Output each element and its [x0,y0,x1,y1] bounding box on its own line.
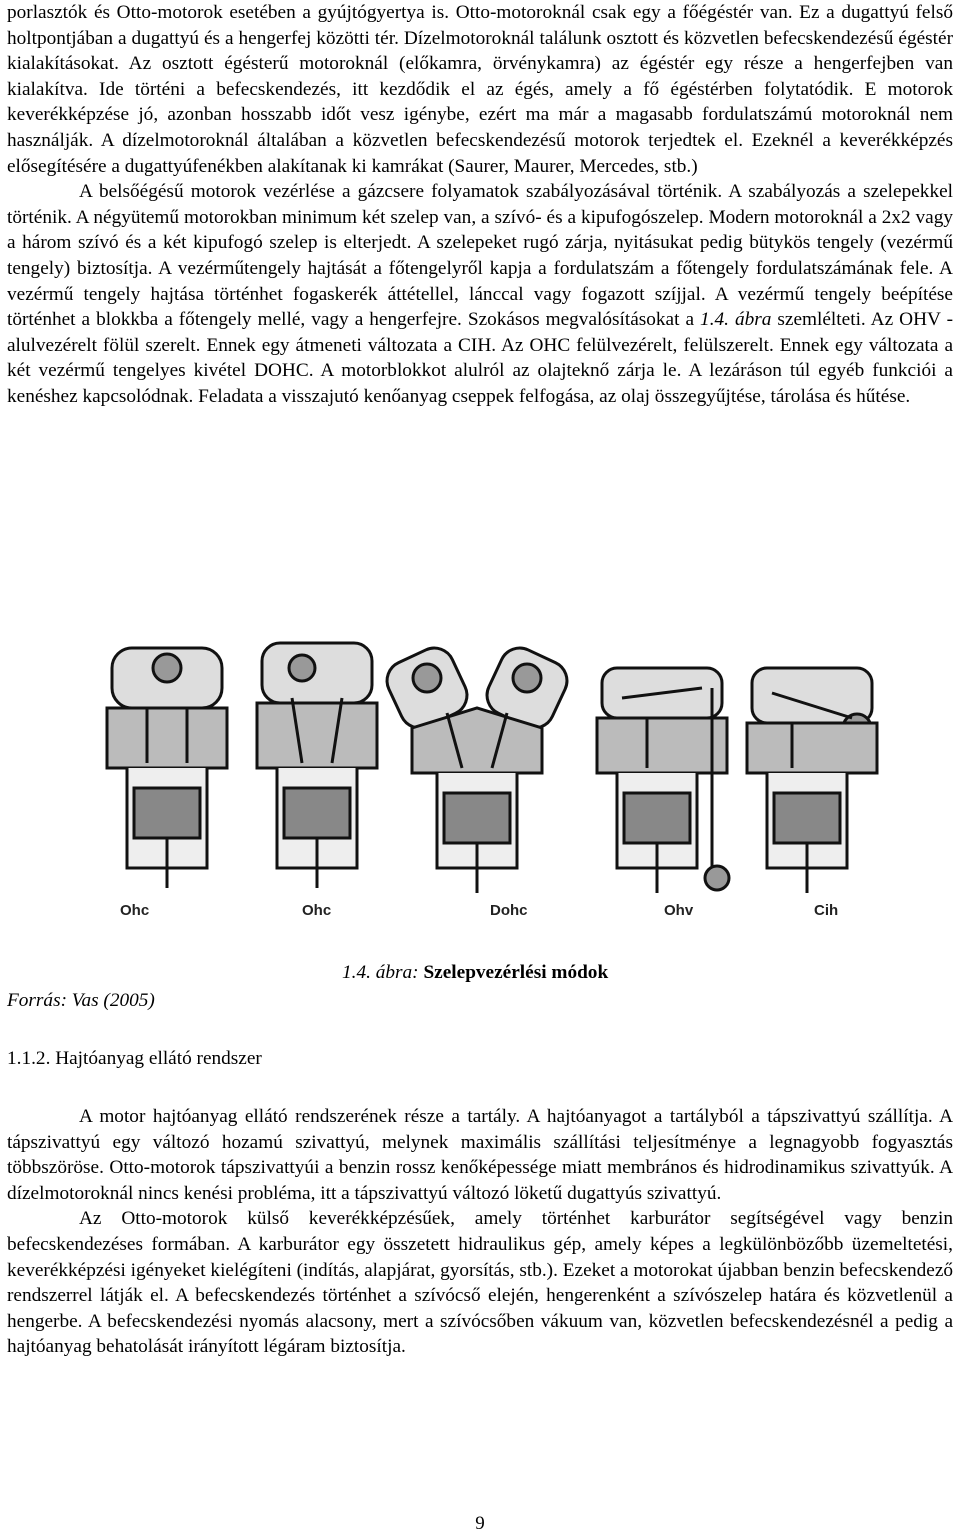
engine-cih [747,668,877,893]
paragraph-valve-control [7,179,953,409]
figure-caption [342,962,608,984]
page-number: 9 [475,1513,485,1534]
engine-label-ohv: Ohv [664,902,694,919]
figure-caption-label: ábra: [375,962,419,983]
paragraph-otto-mixture: Az Otto-motorok külső keverékképzésűek, amely történhet karburátor segítségével vagy benzin befecskendezéses formában. A karburátor egy összetett hidraulikus gép, amely képes a legkülönbözőbb üzemeltetési, keverékképzési igényeket kielégíteni (indítás, alapjárat, gyorsítás, stb.). Ezeket a motorokat újabban benzin befecskendező rendszerrel látják el. A befecskendezés történhet a szívócső elején, hengerenként a szívószelep határa és közvetlenül a hengerbe. A befecskendezési nyomás alacsony, mert a szívócsőben vákuum van, közvetlen befecskendezésnél a pedig a hajtóanyag behatolását irányított légáram biztosítja. [7,1208,954,1358]
paragraph-combustion-chamber: porlasztók és Otto-motorok esetében a gyújtógyertya is. Otto-motoroknál csak egy a főégéstér van. Ez a dugattyú felső holtpontjában a dugattyú és a hengerfej közötti tér. Dízelmotoroknál találunk osztott és közvetlen befecskendezésű égéstér kialakításokat. Az osztott égésterű motoroknál (előkamra, örvénykamra) az égéstér egy része a hengerfejben van kialakítva. Ide történi a befecskendezés, itt kezdődik el az égés, amely a fő égéstérben folytatódik. E motorok keverékképzése jó, azonban hosszabb időt vesz igénybe, ezért ma már a magasabb fordulatszámú motoroknál nem használják. A dízelmotoroknál általában a közvetlen befecskendezésű motorok terjedtek el. Ezeknél a keverékképzés elősegítésére a dugattyúfenékben alakítanak ki kamrákat (Saurer, Maurer, Mercedes, stb.) [7,2,953,177]
figure-caption-title: Szelepvezérlési módok [423,962,609,983]
top-text-block [7,0,953,410]
paragraph-valve-control-part2: szemlélteti. Az OHV - alulvezérelt fölül szerelt. Ennek egy átmeneti változata a CIH. Az OHC felülvezérelt, felülszerelt. Ennek egy változata a két vezérmű tengelyes kivétel DOHC. A motorblokkot alulról az olajteknő zárja le. A lezáráson túl egyéb funkciói a kenéshez kapcsolódnak. Feladata a visszajutó kenőanyag cseppek felfogása, az olaj összegyűjtése, tárolása és hűtése. [7,309,954,407]
paragraph-fuel-tank: A motor hajtóanyag ellátó rendszerének része a tartály. A hajtóanyagot a tartályból a tápszivattyú szállítja. A tápszivattyú egy változó hozamú szivattyú, melynek maximális szállítási teljesítménye a legnagyobb fogyasztás többszöröse. Otto-motorok tápszivattyúi a benzin rossz kenőképessége miatt membrános és hidrodinamikus szivattyúk. A dízelmotoroknál nincs kenési probléma, itt a tápszivattyú változó löketű dugattyús szivattyú. [7,1106,953,1204]
paragraph-valve-control-part1: A belsőégésű motorok vezérlése a gázcsere folyamatok szabályozásával történik. A szabályozás a szelepekkel történik. A négyütemű motorokban minimum két szelep van, a szívó- és a kipufogószelep. Modern motoroknál a 2x2 vagy a három szívó és a két kipufogó szelep is elterjedt. A szelepeket rugó zárja, nyitásukat pedig bütykös tengely (vezérmű tengely) biztosítja. A vezérműtengely hajtását a főtengelyről kapja a fordulatszám a főtengely fordulatszámának fele. A vezérmű tengely hajtása történhet fogaskerék áttétellel, lánccal vagy fogazott szíjjal. A vezérmű tengely beépítése történhet a blokkba a főtengely mellé, vagy a hengerfejre. Szokásos megvalósításokat a [7,181,953,331]
figure-reference: 1.4. ábra [700,309,772,331]
engine-ohc-1 [107,648,227,888]
engine-ohv [597,668,729,893]
figure-source: Forrás: Vas (2005) [7,990,155,1011]
section-heading: 1.1.2. Hajtóanyag ellátó rendszer [7,1048,262,1069]
engine-ohc-2 [257,643,377,888]
figure-caption-number: 1.4. [342,962,371,983]
engine-dohc [380,641,573,893]
engine-label-ohc-2: Ohc [302,902,332,919]
engine-label-cih: Cih [814,902,839,919]
bottom-text-block [7,1104,953,1360]
engine-label-dohc: Dohc [490,902,528,919]
valve-train-illustration [92,638,892,938]
engine-label-ohc-1: Ohc [120,902,150,919]
